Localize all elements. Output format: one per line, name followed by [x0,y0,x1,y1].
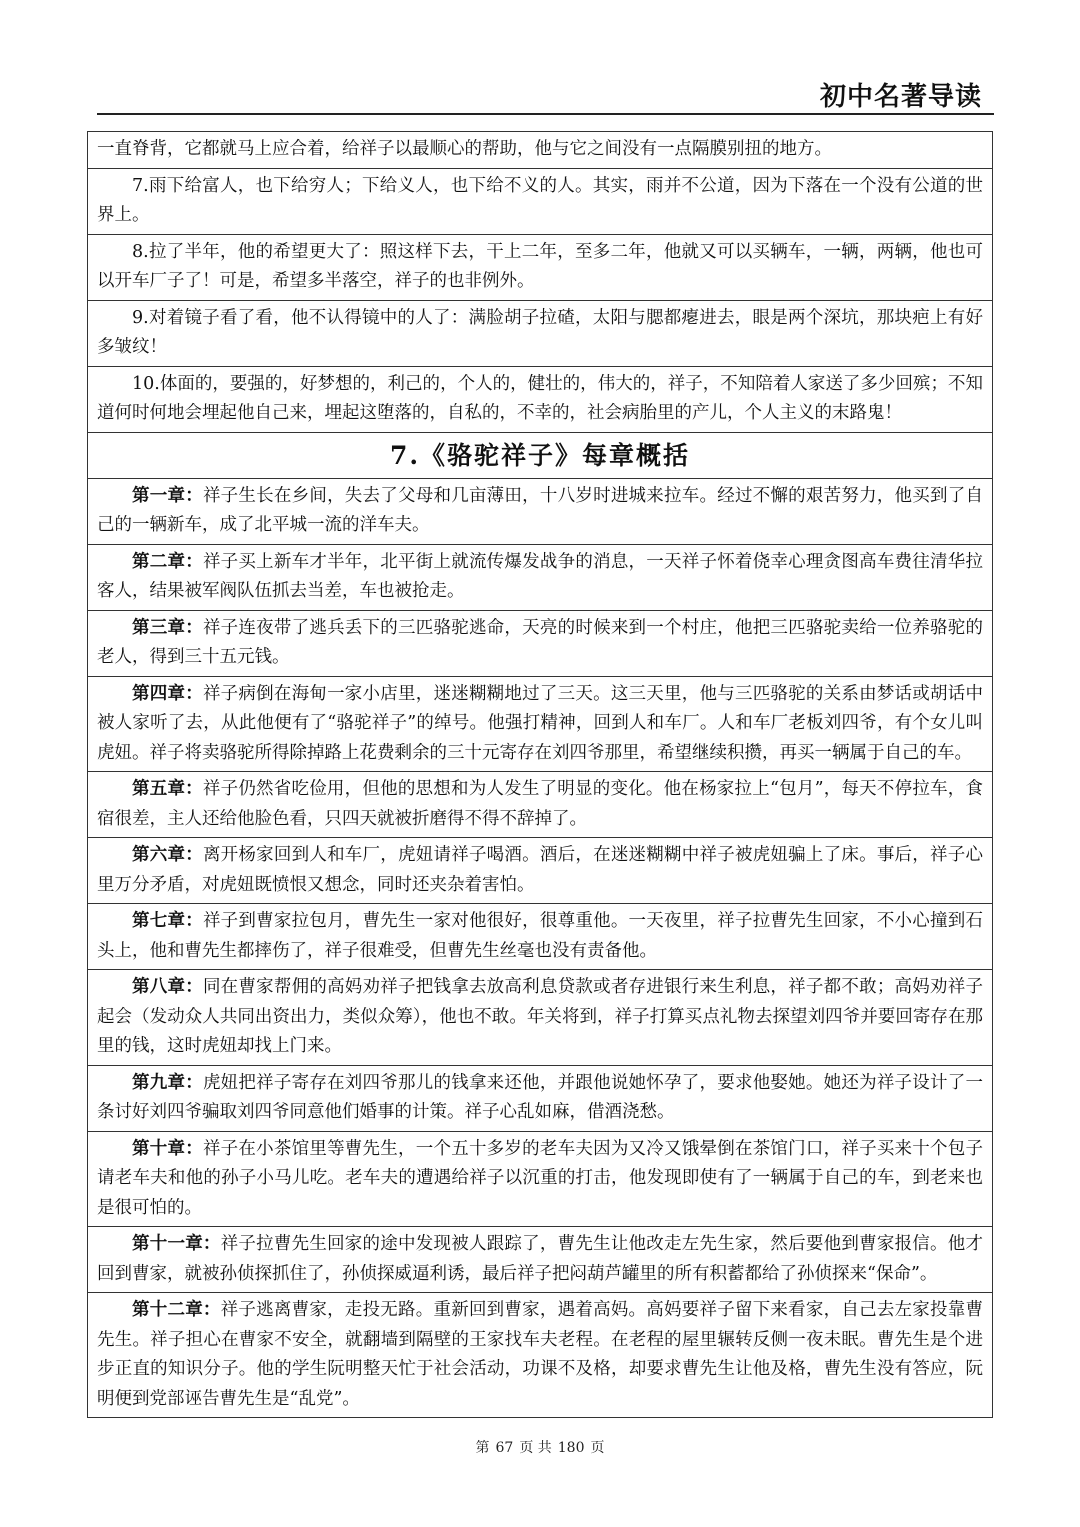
chapter-text: 祥子逃离曹家，走投无路。重新回到曹家，遇着高妈。高妈要祥子留下来看家，自己去左家投靠曹先生。祥子担心在曹家不安全，就翻墙到隔壁的王家找车夫老程。在老程的屋里辗转反侧一夜未眠。曹先生是个进步正直的知识分子。他的学生阮明整天忙于社会活动，功课不及格，却要求曹先生让他及格，曹先生没有答应，阮明便到党部诬告曹先生是“乱党”。 [97,1300,983,1409]
quote-row [88,300,993,366]
chapter-text: 祥子买上新车才半年，北平街上就流传爆发战争的消息，一天祥子怀着侥幸心理贪图高车费往清华拉客人，结果被军阀队伍抓去当差，车也被抢走。 [97,551,983,601]
chapter-summary [88,610,993,676]
chapter-label: 第四章： [132,683,203,704]
quote-row [88,168,993,234]
section-heading: 7.《骆驼祥子》每章概括 [88,432,993,478]
chapter-label: 第七章： [132,911,203,931]
header-rule [97,113,994,115]
chapter-row [88,1293,993,1418]
chapter-summary [88,676,993,772]
content-table [87,131,993,1418]
chapter-text: 同在曹家帮佣的高妈劝祥子把钱拿去放高利息贷款或者存进银行来生利息，祥子都不敢；高妈劝祥子起会（发动众人共同出资出力，类似众筹），他也不敢。年关将到，祥子打算买点礼物去探望刘四爷并要回寄存在那里的钱，这时虎妞却找上门来。 [97,977,983,1056]
footer-suffix: 页 [590,1440,605,1456]
chapter-label: 第一章： [132,485,203,506]
chapter-summary [88,1065,993,1131]
chapter-text: 祥子到曹家拉包月，曹先生一家对他很好，很尊重他。一天夜里，祥子拉曹先生回家，不小心撞到石头上，他和曹先生都摔伤了，祥子很难受，但曹先生丝毫也没有责备他。 [97,911,983,961]
page-footer [0,1437,1080,1457]
chapter-summary [88,1131,993,1227]
chapter-text: 祥子在小茶馆里等曹先生，一个五十多岁的老车夫因为又冷又饿晕倒在茶馆门口，祥子买来十个包子请老车夫和他的孙子小马儿吃。老车夫的遭遇给祥子以沉重的打击，他发现即使有了一辆属于自己的车，到老来也是很可怕的。 [97,1138,983,1218]
chapter-summary [88,970,993,1066]
chapter-summary [88,772,993,838]
chapter-label: 第十一章： [132,1234,221,1254]
footer-page-number: 67 [495,1440,514,1456]
chapter-text: 祥子病倒在海甸一家小店里，迷迷糊糊地过了三天。这三天里，他与三匹骆驼的关系由梦话或胡话中被人家听了去，从此他便有了“骆驼祥子”的绰号。他强打精神，回到人和车厂。人和车厂老板刘四爷，有个女儿叫虎妞。祥子将卖骆驼所得除掉路上花费剩余的三十元寄存在刘四爷那里，希望继续积攒，再买一辆属于自己的车。 [97,683,983,763]
chapter-row [88,970,993,1066]
footer-total-pages: 180 [557,1440,585,1456]
quote-row [88,366,993,432]
chapter-row [88,772,993,838]
chapter-text: 祥子仍然省吃俭用，但他的思想和为人发生了明显的变化。他在杨家拉上“包月”，每天不停拉车，食宿很差，主人还给他脸色看，只四天就被折磨得不得不辞掉了。 [97,779,984,829]
footer-middle: 页 共 [519,1440,552,1456]
chapter-summary [88,544,993,610]
chapter-text: 祥子拉曹先生回家的途中发现被人跟踪了，曹先生让他改走左先生家，然后要他到曹家报信。他才回到曹家，就被孙侦探抓住了，孙侦探威逼利诱，最后祥子把闷葫芦罐里的所有积蓄都给了孙侦探来“保命”。 [97,1234,983,1284]
chapter-row [88,1131,993,1227]
chapter-summary [88,1293,993,1418]
chapter-label: 第五章： [132,779,203,799]
chapter-label: 第十章： [132,1138,203,1159]
chapter-label: 第九章： [132,1072,203,1093]
chapter-row [88,1227,993,1293]
chapter-label: 第十二章： [132,1300,221,1320]
chapter-row [88,610,993,676]
quote-row [88,234,993,300]
chapter-row [88,478,993,544]
chapter-text: 祥子连夜带了逃兵丢下的三匹骆驼逃命，天亮的时候来到一个村庄，他把三匹骆驼卖给一位养骆驼的老人，得到三十五元钱。 [97,617,983,667]
chapter-label: 第三章： [132,617,203,638]
document-header-title: 初中名著导读 [819,82,982,112]
quote-text: 9.对着镜子看了看，他不认得镜中的人了：满脸胡子拉碴，太阳与腮都瘪进去，眼是两个深坑，那块疤上有好多皱纹！ [88,300,993,366]
quote-row [88,132,993,169]
chapter-label: 第八章： [132,977,203,997]
chapter-summary [88,904,993,970]
chapter-text: 祥子生长在乡间，失去了父母和几亩薄田，十八岁时进城来拉车。经过不懈的艰苦努力，他买到了自己的一辆新车，成了北平城一流的洋车夫。 [97,485,983,535]
quote-text: 一直脊背，它都就马上应合着，给祥子以最顺心的帮助，他与它之间没有一点隔膜别扭的地方。 [88,132,993,169]
section-heading-row [88,432,993,478]
quote-text: 7.雨下给富人，也下给穷人；下给义人，也下给不义的人。其实，雨并不公道，因为下落在一个没有公道的世界上。 [88,168,993,234]
chapter-row [88,904,993,970]
chapter-row [88,1065,993,1131]
chapter-text: 虎妞把祥子寄存在刘四爷那儿的钱拿来还他，并跟他说她怀孕了，要求他娶她。她还为祥子设计了一条讨好刘四爷骗取刘四爷同意他们婚事的计策。祥子心乱如麻，借酒浇愁。 [97,1072,983,1122]
quote-text: 8.拉了半年，他的希望更大了：照这样下去，干上二年，至多二年，他就又可以买辆车，一辆，两辆，他也可以开车厂子了！可是，希望多半落空，祥子的也非例外。 [88,234,993,300]
quote-text: 10.体面的，要强的，好梦想的，利己的，个人的，健壮的，伟大的，祥子，不知陪着人家送了多少回殡；不知道何时何地会埋起他自己来，埋起这堕落的，自私的，不幸的，社会病胎里的产儿，个人主义的末路鬼！ [88,366,993,432]
footer-prefix: 第 [475,1440,490,1456]
chapter-row [88,544,993,610]
chapter-text: 离开杨家回到人和车厂，虎妞请祥子喝酒。酒后，在迷迷糊糊中祥子被虎妞骗上了床。事后，祥子心里万分矛盾，对虎妞既愤恨又想念，同时还夹杂着害怕。 [97,845,983,895]
chapter-summary [88,838,993,904]
chapter-summary [88,1227,993,1293]
chapter-row [88,676,993,772]
chapter-row [88,838,993,904]
chapter-label: 第六章： [132,845,203,865]
chapter-label: 第二章： [132,551,203,572]
chapter-summary [88,478,993,544]
